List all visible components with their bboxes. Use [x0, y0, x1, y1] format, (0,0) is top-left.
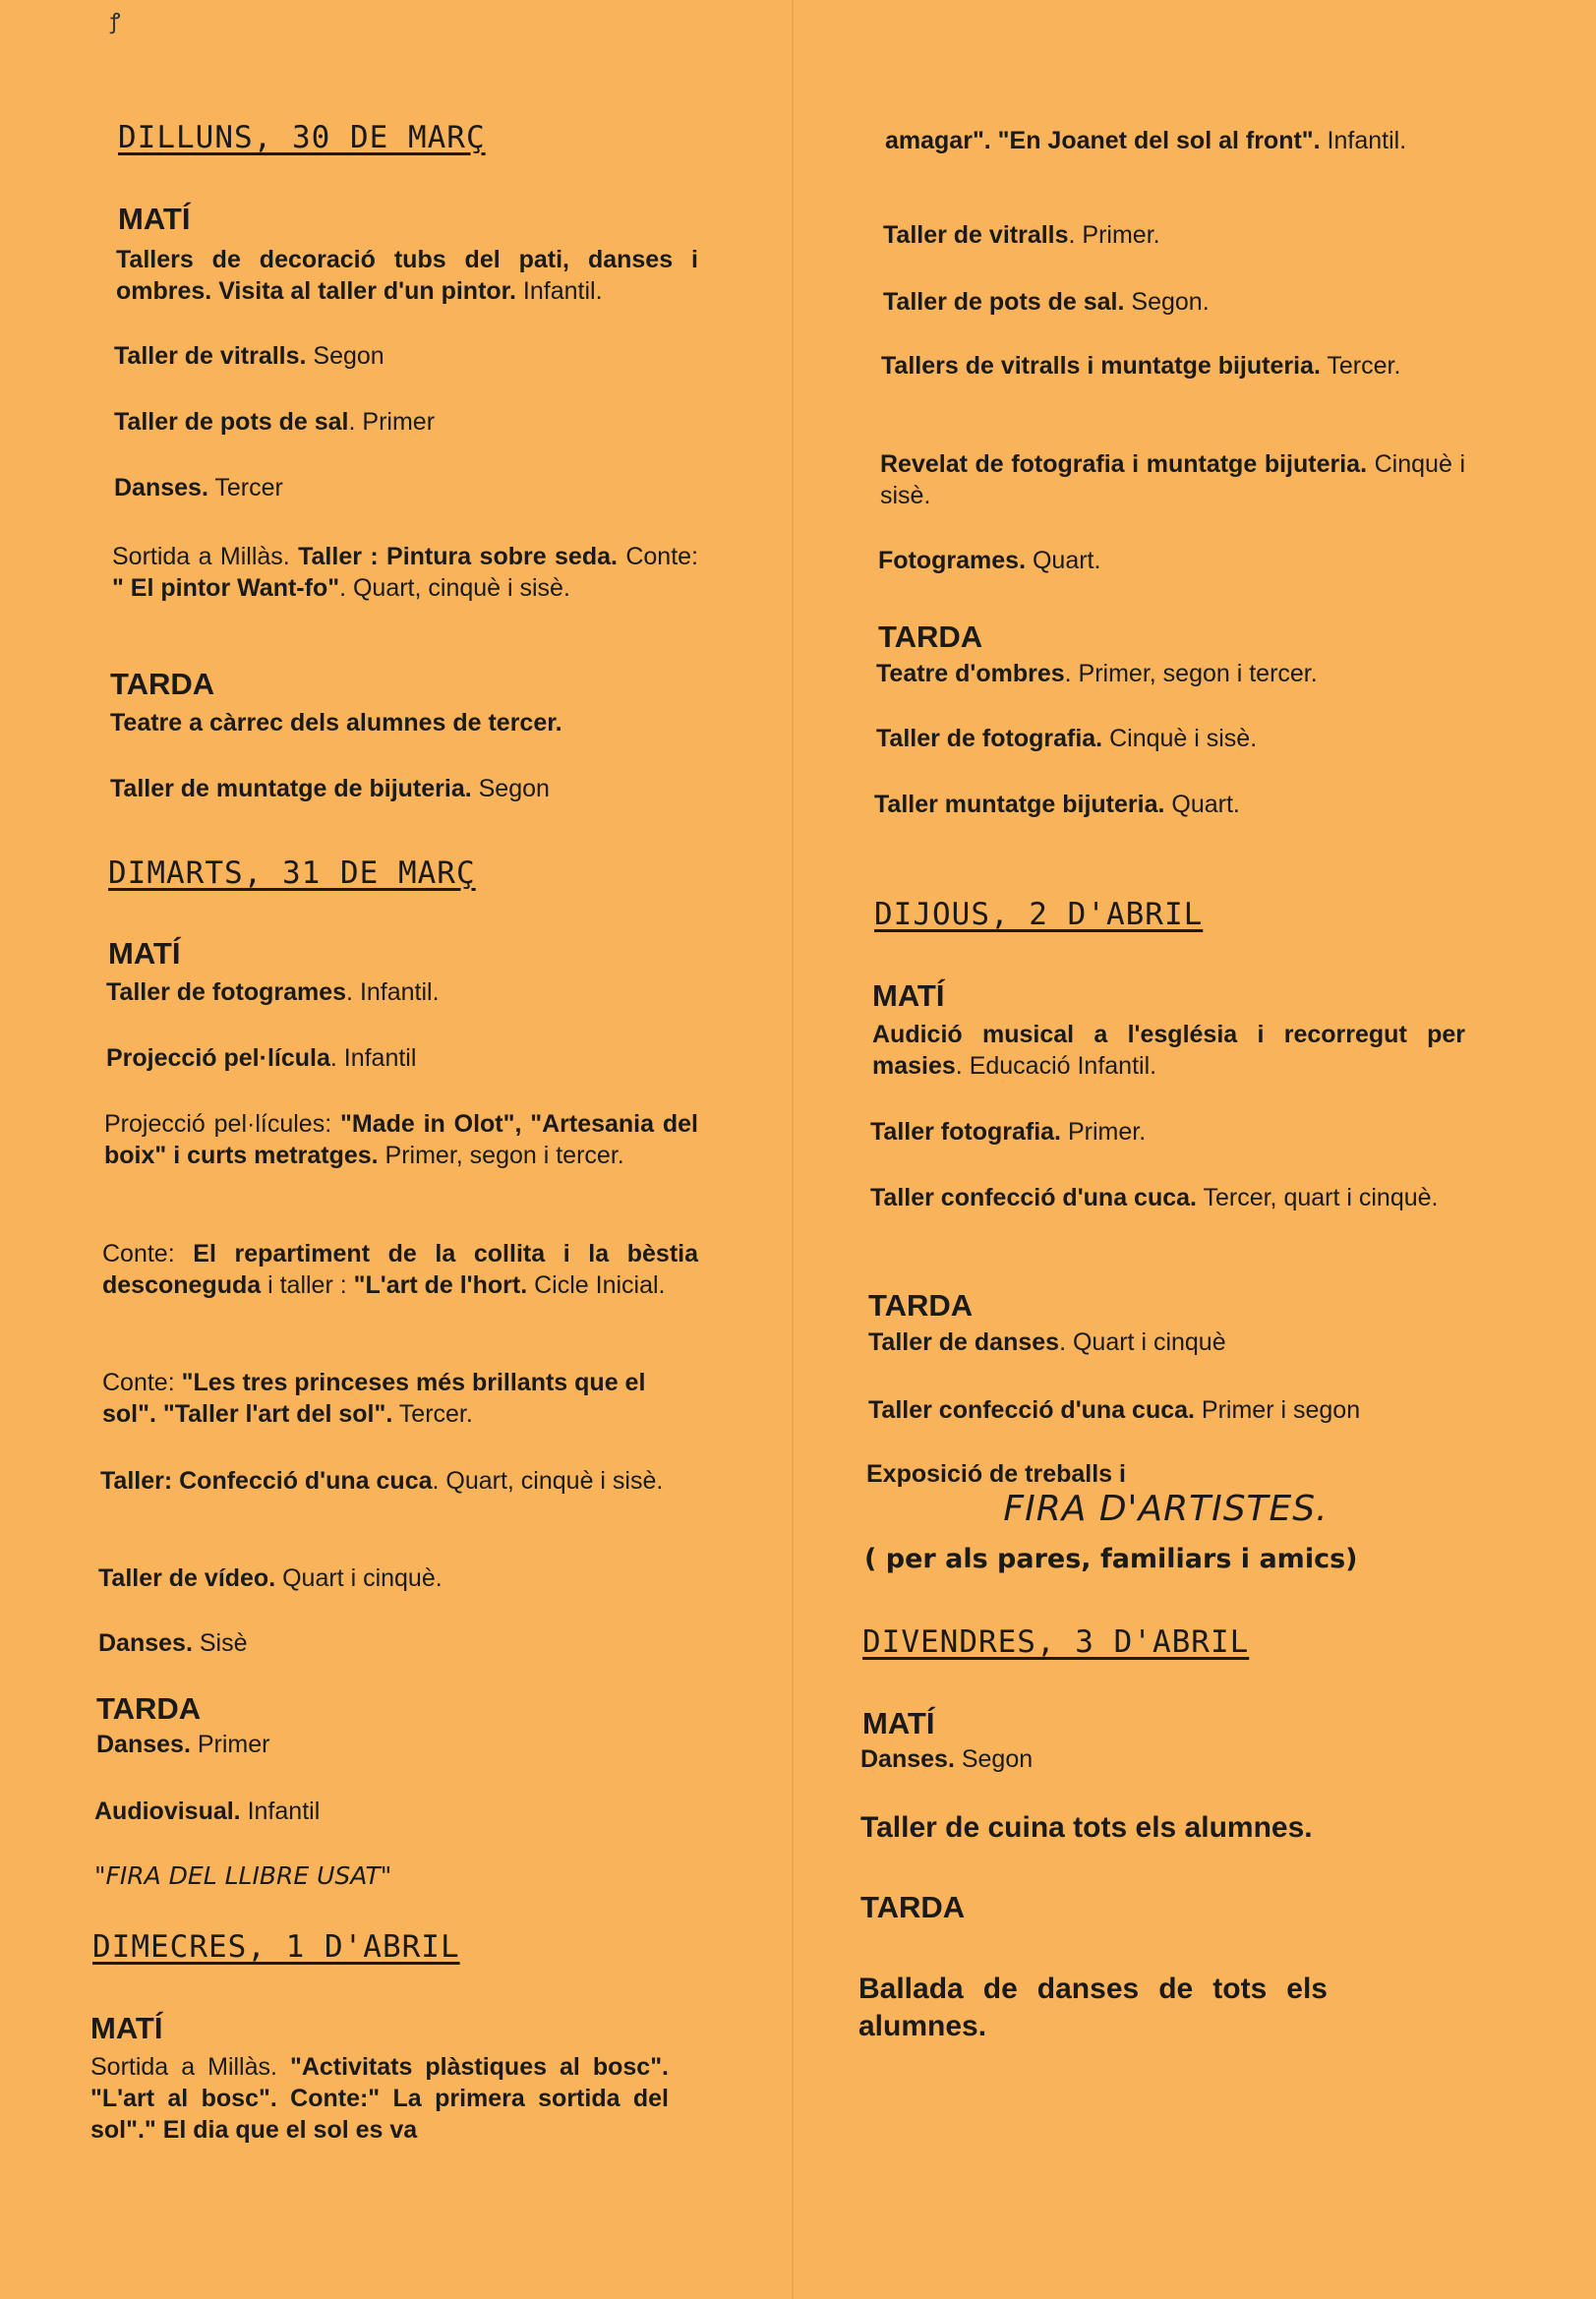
activity-item: Taller de pots de sal. Primer: [114, 408, 436, 436]
afternoon-heading: TARDA: [860, 1890, 966, 1924]
activity-item: Audiovisual. Infantil: [94, 1798, 321, 1825]
activity-item: Danses. Segon: [860, 1745, 1034, 1773]
afternoon-heading: TARDA: [96, 1691, 202, 1726]
morning-heading: MATÍ: [862, 1706, 935, 1740]
activity-item: Danses. Primer: [96, 1731, 270, 1758]
activity-item: Projecció pel·lícula. Infantil: [106, 1044, 417, 1072]
activity-item: Taller de cuina tots els alumnes.: [860, 1811, 1313, 1844]
activity-item: amagar". "En Joanet del sol al front". Infantil.: [885, 127, 1407, 154]
activity-item: Taller de fotografia. Cinquè i sisè.: [876, 725, 1258, 752]
activity-item: Danses. Tercer: [114, 474, 283, 501]
afternoon-heading: TARDA: [878, 619, 983, 654]
activity-item: Taller: Confecció d'una cuca. Quart, cinquè i sisè.: [100, 1467, 664, 1495]
activity-item: Taller confecció d'una cuca. Tercer, quart i cinquè.: [870, 1184, 1439, 1211]
activity-item: Taller fotografia. Primer.: [870, 1118, 1147, 1146]
activity-item: Teatre a càrrec dels alumnes de tercer.: [110, 709, 562, 737]
activity-item: Danses. Sisè: [98, 1629, 248, 1657]
activity-item: Taller de vídeo. Quart i cinquè.: [98, 1564, 443, 1592]
activity-item: Teatre d'ombres. Primer, segon i tercer.: [876, 660, 1318, 687]
activity-item: Tallers de vitralls i muntatge bijuteria. Tercer.: [881, 352, 1401, 380]
day-heading-tuesday: DIMARTS, 31 DE MARÇ: [108, 855, 476, 891]
day-heading-thursday: DIJOUS, 2 D'ABRIL: [874, 897, 1204, 932]
activity-item: Sortida a Millàs. Taller : Pintura sobre seda. Conte: " El pintor Want-fo". Quart, cinquè i sisè.: [112, 543, 698, 602]
morning-heading: MATÍ: [872, 978, 945, 1013]
activity-item: Ballada de danses de tots els alumnes.: [858, 1973, 1328, 2042]
activity-item: Taller de pots de sal. Segon.: [883, 288, 1210, 316]
page-fold: [792, 0, 794, 2299]
morning-heading: MATÍ: [118, 202, 191, 236]
activity-item: Revelat de fotografia i muntatge bijuteria. Cinquè i sisè.: [880, 450, 1466, 509]
audience-note: ( per als pares, familiars i amics): [864, 1544, 1358, 1574]
morning-heading: MATÍ: [90, 2011, 163, 2045]
activity-item: Tallers de decoració tubs del pati, danses i ombres. Visita al taller d'un pintor. Infantil.: [116, 246, 698, 305]
book-fair-note: "FIRA DEL LLIBRE USAT": [94, 1861, 392, 1890]
activity-item: Exposició de treballs i: [866, 1460, 1126, 1488]
day-heading-friday: DIVENDRES, 3 D'ABRIL: [862, 1624, 1250, 1660]
activity-item: Taller de vitralls. Segon: [114, 342, 384, 370]
activity-item: Conte: El repartiment de la collita i la bèstia desconeguda i taller : "L'art de l'hort. Cicle Inicial.: [102, 1240, 698, 1299]
activity-item: Taller confecció d'una cuca. Primer i segon: [868, 1396, 1361, 1424]
activity-item: Taller de fotogrames. Infantil.: [106, 978, 440, 1006]
day-heading-monday: DILLUNS, 30 DE MARÇ: [118, 120, 486, 155]
activity-item: Audició musical a l'església i recorregut per masies. Educació Infantil.: [872, 1021, 1465, 1080]
activity-item: Sortida a Millàs. "Activitats plàstiques al bosc". "L'art al bosc". Conte:" La primera sortida del sol"." El dia que el sol es va: [90, 2053, 670, 2144]
activity-item: Taller de muntatge de bijuteria. Segon: [110, 775, 550, 802]
afternoon-heading: TARDA: [110, 667, 215, 701]
morning-heading: MATÍ: [108, 936, 181, 971]
activity-item: Projecció pel·lícules: "Made in Olot", "Artesania del boix" i curts metratges. Primer, segon i tercer.: [104, 1110, 698, 1169]
day-heading-wednesday: DIMECRES, 1 D'ABRIL: [92, 1929, 460, 1965]
afternoon-heading: TARDA: [868, 1288, 974, 1323]
artists-fair-title: FIRA D'ARTISTES.: [1003, 1489, 1329, 1529]
activity-item: Taller muntatge bijuteria. Quart.: [874, 791, 1240, 818]
ink-mark: ꝭ: [110, 9, 121, 33]
activity-item: Fotogrames. Quart.: [878, 547, 1101, 574]
activity-item: Conte: "Les tres princeses més brillants que el sol". "Taller l'art del sol". Tercer.: [102, 1369, 646, 1428]
activity-item: Taller de vitralls. Primer.: [883, 221, 1160, 249]
activity-item: Taller de danses. Quart i cinquè: [868, 1328, 1226, 1356]
